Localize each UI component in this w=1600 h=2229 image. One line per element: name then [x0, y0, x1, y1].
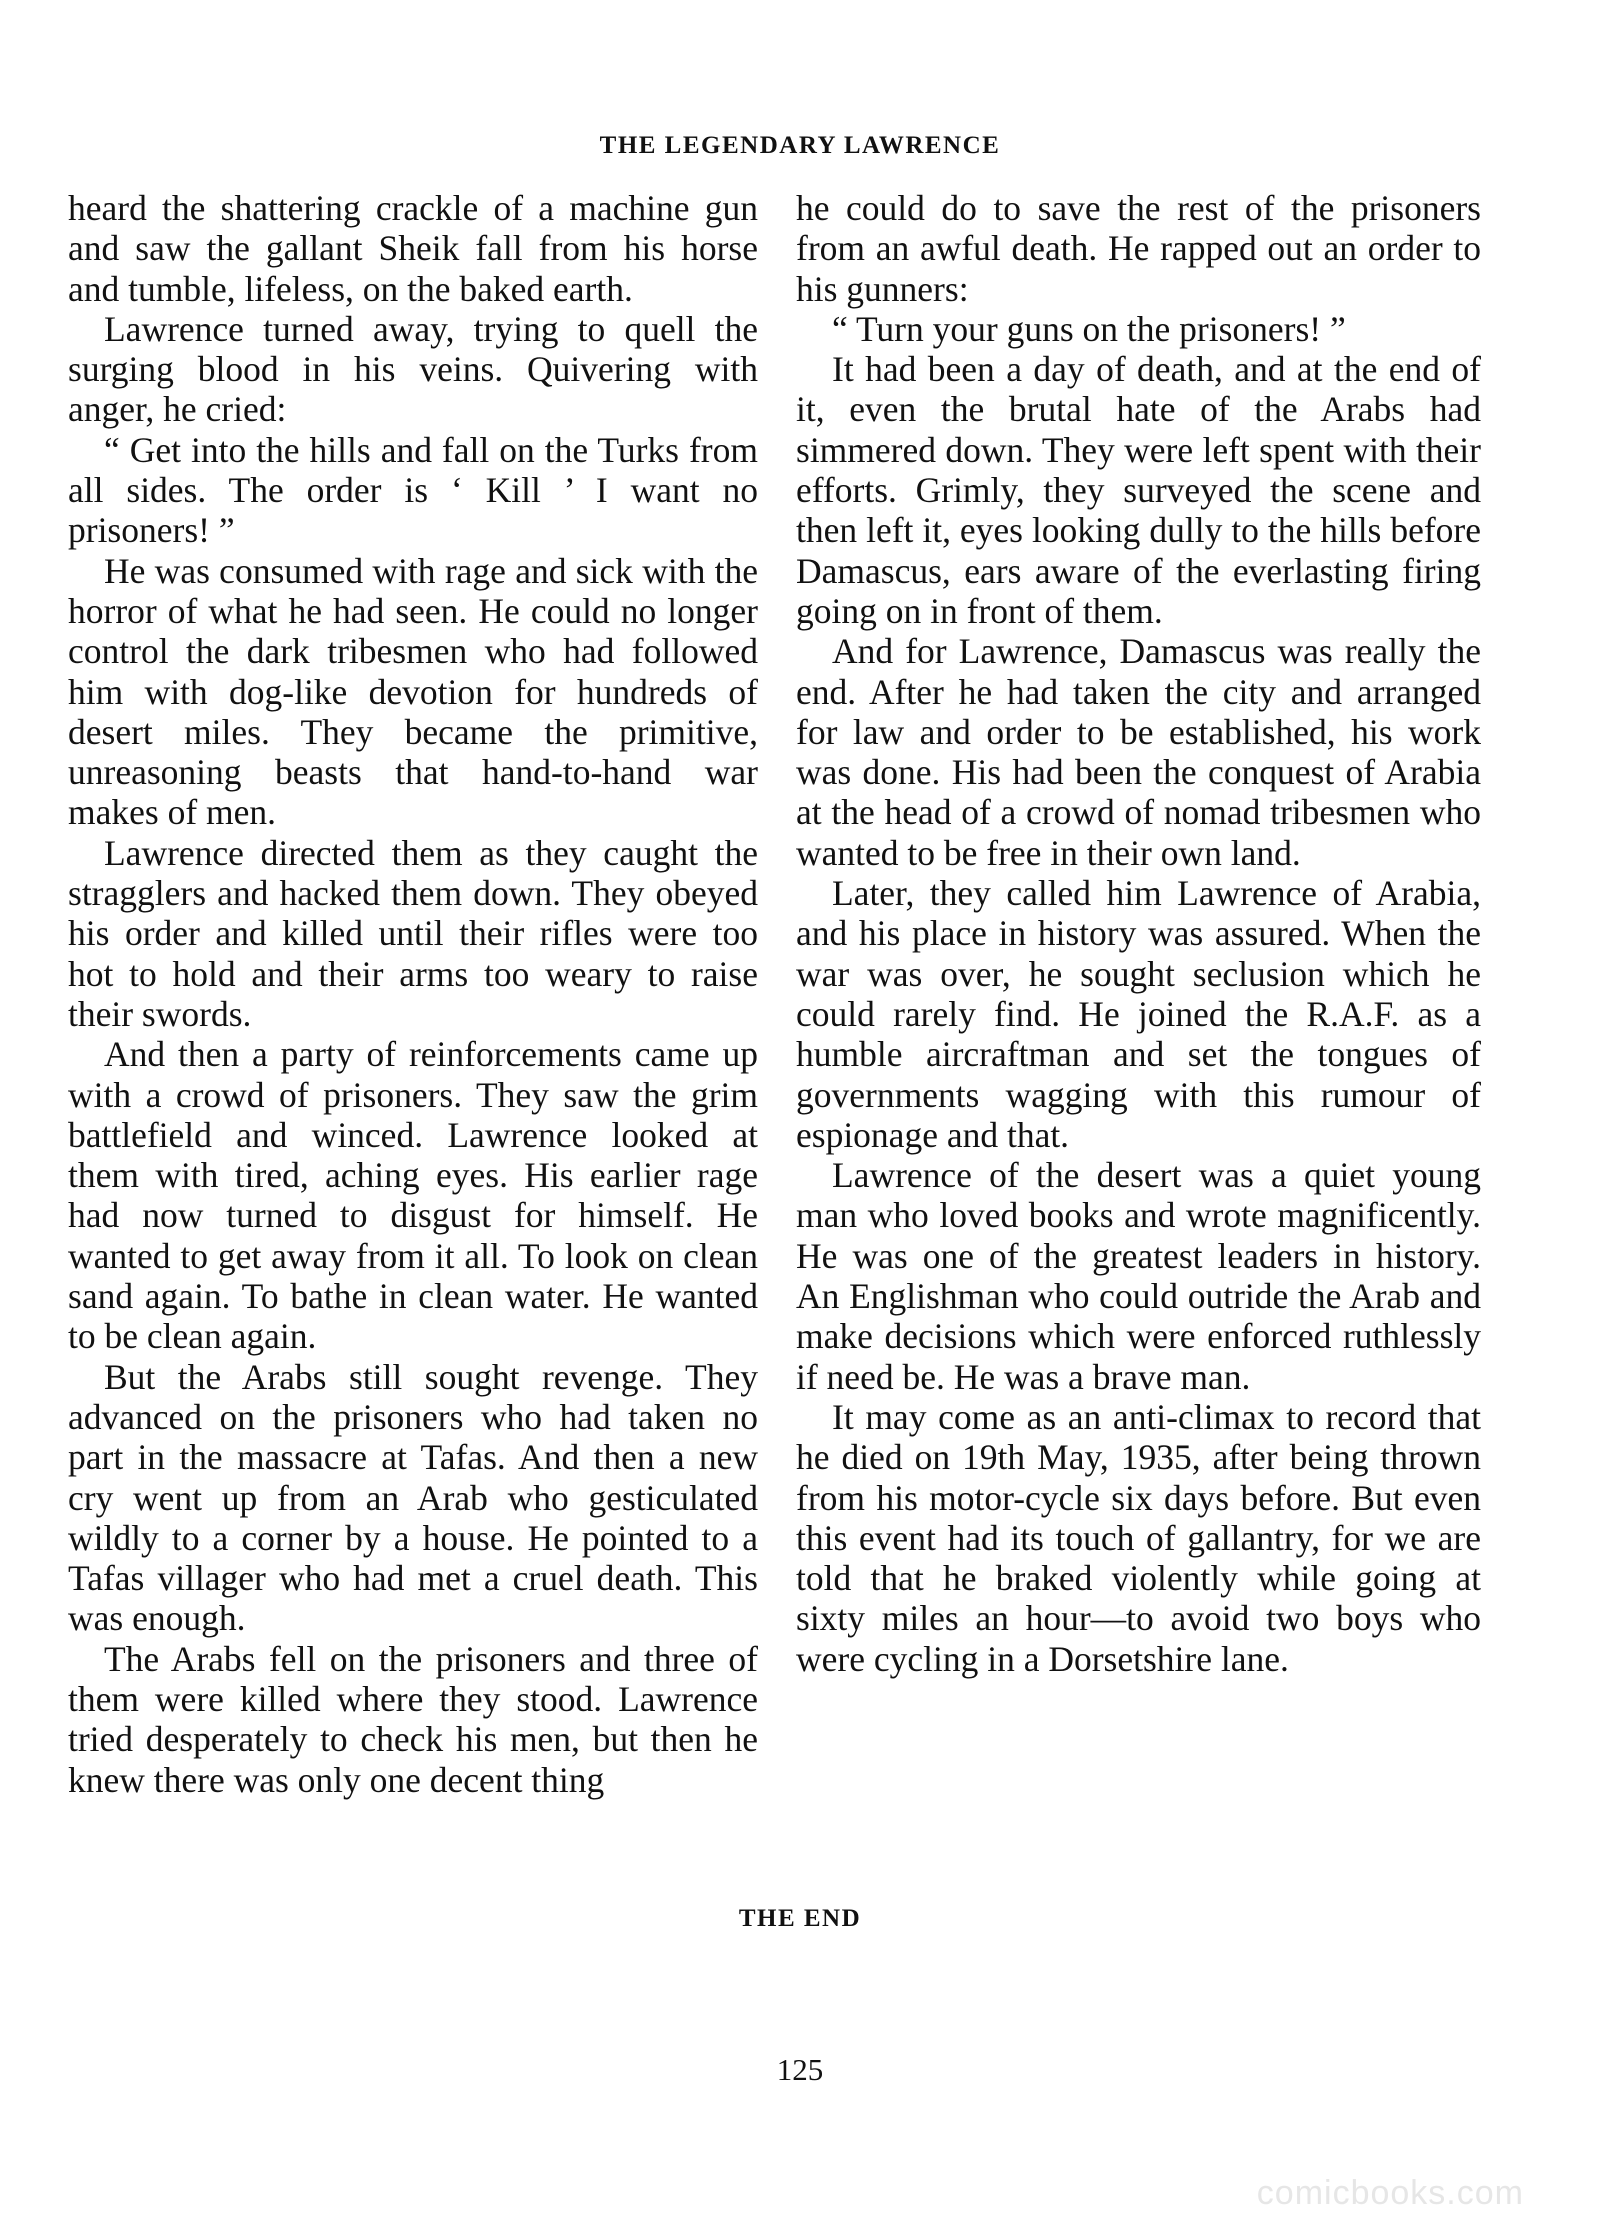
paragraph: But the Arabs still sought revenge. They advanced on the prisoners who had taken no part in the massacre at Tafas. And then a new cry went up from an Arab who gesticulated wildly to a corner by a house. He pointed to a Tafas villager who had met a cruel death. This was enough. [68, 1356, 758, 1639]
running-header: THE LEGENDARY LAWRENCE [599, 132, 1001, 159]
paragraph: The Arabs fell on the prisoners and three of them were killed where they stood. Lawrence tried desperately to check his men, but then he knew there was only one decent thing [68, 1638, 758, 1800]
paragraph: “ Get into the hills and fall on the Turks from all sides. The order is ‘ Kill ’ I want no prisoners! ” [68, 429, 758, 551]
paragraph: Lawrence directed them as they caught the stragglers and hacked them down. They obeyed his order and killed until their rifles were too hot to hold and their arms too weary to raise their swords. [68, 832, 758, 1034]
paragraph: He was consumed with rage and sick with the horror of what he had seen. He could no longer control the dark tribesmen who had followed him with dog-like devotion for hundreds of desert miles. They became the primitive, unreasoning beasts that hand-to-hand war makes of men. [68, 550, 758, 833]
left-column [68, 188, 758, 1800]
paragraph: Lawrence of the desert was a quiet young man who loved books and wrote magnificently. He was one of the greatest leaders in history. An Englishman who could outride the Arab and make decisions which were enforced ruthlessly if need be. He was a brave man. [796, 1155, 1481, 1397]
paragraph: It had been a day of death, and at the end of it, even the brutal hate of the Arabs had simmered down. They were left spent with their efforts. Grimly, they surveyed the scene and then left it, eyes looking dully to the hills before Damascus, ears aware of the everlasting firing going on in front of them. [796, 349, 1481, 631]
paragraph: heard the shattering crackle of a machine gun and saw the gallant Sheik fall from his horse and tumble, lifeless, on the baked earth. [68, 188, 758, 309]
paragraph: Lawrence turned away, trying to quell the surging blood in his veins. Quivering with anger, he cried: [68, 308, 758, 430]
end-marker: THE END [738, 1905, 862, 1932]
paragraph: And for Lawrence, Damascus was really the end. After he had taken the city and arranged for law and order to be established, his work was done. His had been the conquest of Arabia at the head of a crowd of nomad tribesmen who wanted to be free in their own land. [796, 631, 1481, 873]
paragraph: Later, they called him Lawrence of Arabia, and his place in history was assured. When the war was over, he sought seclusion which he could rarely find. He joined the R.A.F. as a humble aircraftman and set the tongues of governments wagging with this rumour of espionage and that. [796, 873, 1481, 1155]
page-number: 125 [776, 2052, 824, 2087]
right-column [796, 188, 1481, 1679]
watermark: comicbooks.com [1256, 2174, 1524, 2212]
paragraph: It may come as an anti-climax to record that he died on 19th May, 1935, after being thrown from his motor-cycle six days before. But even this event had its touch of gallantry, for we are told that he braked violently while going at sixty miles an hour—to avoid two boys who were cycling in a Dorsetshire lane. [796, 1396, 1481, 1679]
paragraph: “ Turn your guns on the prisoners! ” [832, 308, 1346, 349]
paragraph: he could do to save the rest of the prisoners from an awful death. He rapped out an order to his gunners: [796, 188, 1481, 309]
paragraph: And then a party of reinforcements came up with a crowd of prisoners. They saw the grim battlefield and winced. Lawrence looked at them with tired, aching eyes. His earlier rage had now turned to disgust for himself. He wanted to get away from it all. To look on clean sand again. To bathe in clean water. He wanted to be clean again. [68, 1034, 758, 1357]
